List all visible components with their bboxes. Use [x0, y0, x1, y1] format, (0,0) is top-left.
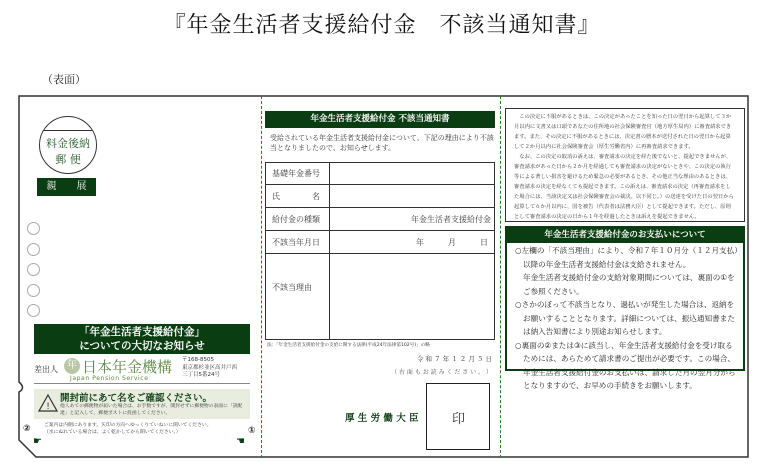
- marker-1: ①: [248, 426, 256, 436]
- punch-hole: [27, 243, 40, 256]
- table-row: [266, 163, 495, 185]
- postage-text: 料金後納: [46, 137, 90, 150]
- postage-text: 郵 便: [55, 153, 81, 166]
- warning-title: 開封前にあて名をご確認ください。: [60, 393, 213, 404]
- side-label: （表面）: [42, 73, 86, 86]
- notice-title-banner: 年金生活者支援給付金 不該当通知書: [265, 111, 495, 128]
- appeal-notice: この決定に不服があるときは、この決定があったことを知った日の翌日から起算して３か月以内に文書又は口頭であなたの住所地の社会保険審査官（地方厚生局内）に審査請求できます。また、その決定に不服があるときには、決定書の謄本が送付された日の翌日から起算して２か月以内に社会保険審査会（厚生労働省内）に再審査請求できます。 なお、この決定の取消の訴えは、審査請求の決定を経た後でないと、提起できませんが、審査請求があった日から２か月を経過しても審査請求の決定がないときや、この決定の執行等による著しい損害を避けるため緊急の必要があるとき、その他正当な理由のあるときは、審査請求の決定を経なくても提起できます。この訴えは、審査請求の決定（再審査請求をした場合には、当該決定又は社会保険審査会の裁決。以下同じ。）の送達を受けた日の翌日から起算して６か月以内に、国を被告（代表者は法務大臣）として提起できます。ただし、原則として審査請求の決定の日から１年を経過したときは訴えを提起できません。: [505, 108, 745, 222]
- marker-2: ②: [23, 424, 31, 434]
- row-value: 年 月 日: [330, 231, 495, 254]
- sender-label: 差出人: [34, 365, 58, 374]
- table-row: [266, 185, 495, 208]
- punch-hole: [27, 284, 40, 297]
- row-value: [330, 254, 495, 340]
- punch-hole: [27, 263, 40, 276]
- row-label: 給付金の種類: [266, 208, 330, 231]
- payment-item: ○裏面の②または③に該当し、年金生活者支援給付金を受け取るためには、あらためて請求書のご提出が必要です。この場合、年金生活者支援給付金のお支払いは、請求した月の翌月分からとなりますので、お早めの手続きをお願いします。: [515, 340, 736, 390]
- open-note-line: （水にぬれている場合は、よく乾かしてから開いてください。）: [44, 430, 181, 435]
- minister-name: 厚 生 労 働 大 臣: [345, 413, 419, 424]
- row-label: 不該当理由: [266, 254, 330, 340]
- row-value: 年金生活者支援給付金: [330, 208, 495, 231]
- jps-logo-icon: 年: [64, 358, 80, 374]
- table-row: [266, 208, 495, 231]
- payment-banner: 年金生活者支援給付金のお支払いについて: [507, 228, 743, 243]
- address-line: 東京都杉並区高井戸西: [182, 364, 238, 371]
- see-right-note: （ 右 面 も お 読 み く だ さ い 。 ）: [391, 369, 492, 376]
- row-label: 基礎年金番号: [266, 163, 330, 185]
- table-row: [266, 254, 495, 340]
- intro-text: 受給されている年金生活者支援給付金について、下記の理由により不該当となりましたので、お知らせします。: [270, 134, 494, 152]
- warning-text: 他人あての郵便物が届いた場合は、お手数ですが、開封せずに郵便物の表面に「誤配達」と記入して、郵便ポストに投函してください。: [60, 404, 243, 416]
- open-note: [44, 422, 211, 436]
- punch-hole: [27, 222, 40, 235]
- payment-item: ○さかのぼって不該当となり、過払いが発生した場合は、返納をお願いすることとなります。詳細については、振込通知書または納入告知書により別途お知らせします。: [515, 300, 735, 336]
- payment-item: ○左欄の「不該当理由」により、令和７年１０月分（１２月支払）以降の年金生活者支援給付金は支給されません。: [515, 246, 739, 269]
- row-label: 氏 名: [266, 185, 330, 208]
- row-value: [330, 185, 495, 208]
- notice-table: [265, 162, 495, 340]
- payment-info-box: [505, 226, 745, 390]
- punch-hole: [27, 304, 40, 317]
- document-title: 『年金生活者支援給付金 不該当通知書』: [163, 13, 601, 38]
- open-note-line: ご案内は内側にあります。矢印の方向へゆっくりていねいに開いてください。: [44, 423, 212, 428]
- divider: [34, 383, 250, 384]
- row-label: 不該当年月日: [266, 231, 330, 254]
- notice-banner-line: 「年金生活者支援給付金」: [79, 326, 205, 338]
- confidential-badge: 親 展: [37, 178, 96, 196]
- svg-text:!: !: [46, 402, 50, 412]
- perforation-line: [261, 96, 262, 458]
- org-name-en: Japan Pension Service: [70, 375, 149, 382]
- seal-mark: 印: [452, 412, 466, 427]
- arrow-hand-icon[interactable]: ☚: [236, 436, 245, 447]
- row-value: [330, 163, 495, 185]
- sender-address: [182, 357, 237, 380]
- perforation-line: [500, 96, 501, 458]
- warning-icon: [38, 394, 58, 412]
- table-row: [266, 231, 495, 254]
- address-line: 三丁目5番24号: [182, 372, 220, 378]
- notice-banner-line: についての大切なお知らせ: [79, 340, 205, 352]
- issue-date: 令 和 ７ 年 １ ２ 月 ５ 日: [416, 355, 492, 363]
- payment-item: 年金生活者支援給付金の支給対象期間については、裏面の①をご参照ください。: [523, 273, 735, 296]
- law-footnote: 法：「年金生活者支援給付金の支給に関する法律(平成24年法律第102号)」の略: [267, 343, 430, 348]
- postal-code: 〒168-8505: [182, 357, 214, 363]
- arrow-hand-icon[interactable]: ☛: [33, 436, 42, 447]
- notice-banner: [34, 324, 250, 354]
- postage-stamp: [39, 116, 97, 174]
- warning-box: [34, 389, 250, 419]
- org-name: 日本年金機構: [82, 358, 173, 376]
